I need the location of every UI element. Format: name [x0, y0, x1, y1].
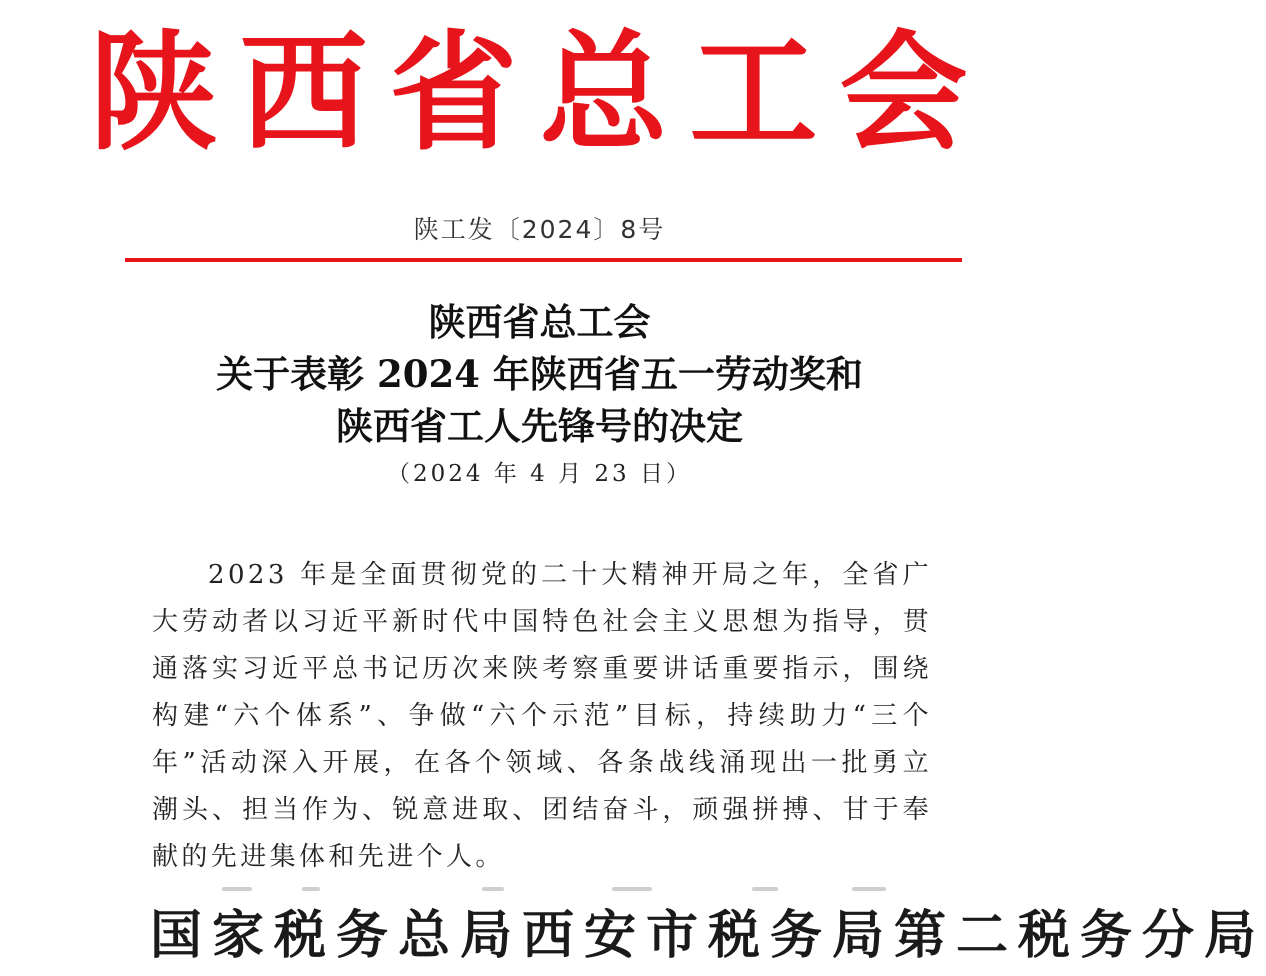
faint-bleed-through [152, 884, 932, 894]
overlapping-heading-fragment: 国家税务总局西安市税务局第二税务分局 [150, 905, 1266, 966]
document-number: 陕工发〔2024〕8号 [413, 215, 666, 244]
document-title [0, 296, 1079, 452]
title-line-1: 陕西省总工会 [428, 300, 651, 344]
red-divider-line [125, 258, 962, 262]
title-line-3: 陕西省工人先锋号的决定 [336, 404, 743, 448]
document-date: （2024 年 4 月 23 日） [387, 461, 692, 487]
masthead-title: 陕西省总工会 [89, 18, 990, 168]
title-line-2: 关于表彰 2024 年陕西省五一劳动奖和 [216, 352, 863, 396]
body-paragraph: 2023 年是全面贯彻党的二十大精神开局之年，全省广大劳动者以习近平新时代中国特色社会主义思想为指导，贯通落实习近平总书记历次来陕考察重要讲话重要指示，围绕构建“六个体系”、争做“六个示范”目标，持续助力“三个年”活动深入开展，在各个领域、各条战线涌现出一批勇立潮头、担当作为、锐意进取、团结奋斗，顽强拼搏、甘于奉献的先进集体和先进个人。 [152, 560, 932, 872]
